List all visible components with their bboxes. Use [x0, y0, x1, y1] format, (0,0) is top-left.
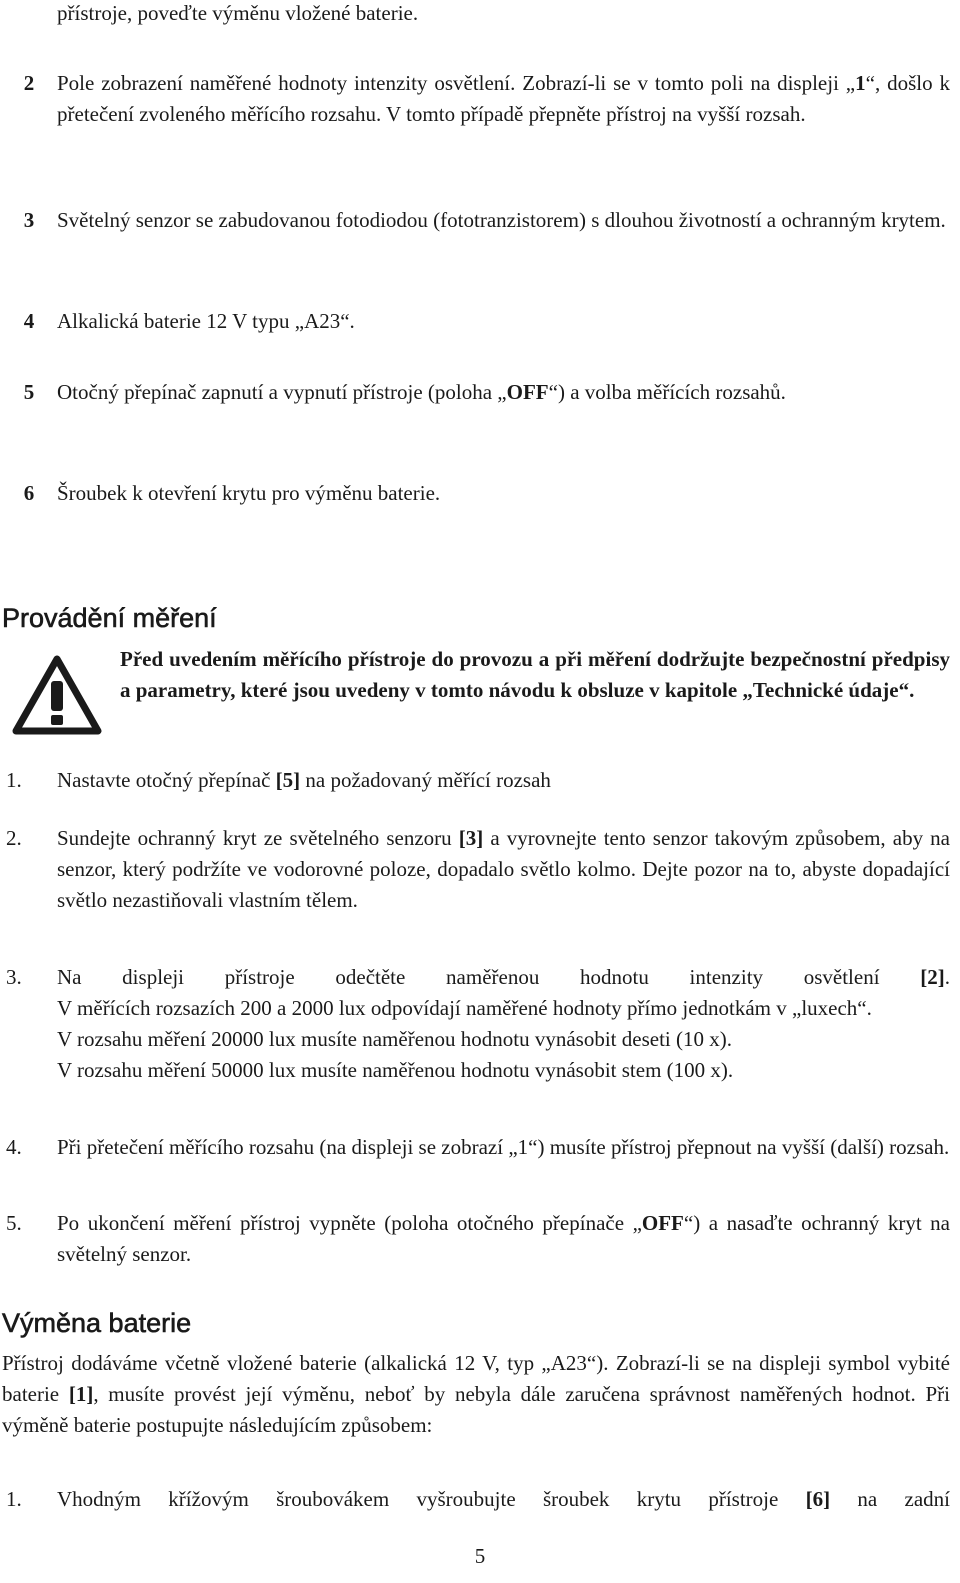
part-number: 3: [23, 208, 35, 232]
step-text: Sundejte ochranný kryt ze světelného senzoru [3] a vyrovnejte tento senzor takovým způsobem, aby na senzor, který podržíte ve vodorovné poloze, dopadalo světlo kolmo. Dejte pozor na to, abyste dopadající světlo nezastiňovali vlastním tělem.: [57, 826, 950, 912]
step-detail: V měřících rozsazích 200 a 2000 lux odpovídají naměřené hodnoty přímo jednotkám v „luxech“.: [57, 996, 872, 1020]
safety-warning: Před uvedením měřícího přístroje do provozu a při měření dodržujte bezpečnostní předpisy a parametry, které jsou uvedeny v tomto návodu k obsluze v kapitole „Technické údaje“.: [120, 647, 950, 702]
battery-paragraph: Přístroj dodáváme včetně vložené baterie (alkalická 12 V, typ „A23“). Zobrazí-li se na displeji symbol vybité baterie [1], musíte provést její výměnu, neboť by nebyla dále zaručena správnost naměřených hodnot. Při výměně baterie postupujte následujícím způsobem:: [2, 1351, 950, 1437]
part-number: 5: [23, 380, 35, 404]
step-text: Nastavte otočný přepínač [5] na požadovaný měřící rozsah: [57, 768, 551, 792]
step-text: Při přetečení měřícího rozsahu (na displeji se zobrazí „1“) musíte přístroj přepnout na vyšší (další) rozsah.: [57, 1135, 950, 1159]
part-description: Alkalická baterie 12 V typu „A23“.: [57, 309, 355, 333]
part-description: Světelný senzor se zabudovanou fotodiodou (fototranzistorem) s dlouhou životností a ochranným krytem.: [57, 208, 946, 232]
step-number: 5.: [6, 1211, 22, 1235]
part-description: Otočný přepínač zapnutí a vypnutí přístroje (poloha „OFF“) a volba měřících rozsahů.: [57, 380, 786, 404]
step-number: 4.: [6, 1135, 22, 1159]
page-number: 5: [474, 1544, 486, 1568]
part-number: 6: [23, 481, 35, 505]
step-text: Po ukončení měření přístroj vypněte (poloha otočného přepínače „OFF“) a nasaďte ochranný kryt na světelný senzor.: [57, 1211, 950, 1266]
step-detail: V rozsahu měření 50000 lux musíte naměřenou hodnotu vynásobit stem (100 x).: [57, 1058, 734, 1082]
part-number: 4: [23, 309, 35, 333]
section-title-measurement: Provádění měření: [2, 603, 217, 633]
step-text: Vhodným křížovým šroubovákem vyšroubujte šroubek krytu přístroje [6] na zadní: [57, 1487, 951, 1511]
warning-triangle-icon: [12, 655, 102, 735]
step-detail: V rozsahu měření 20000 lux musíte naměřenou hodnotu vynásobit deseti (10 x).: [57, 1027, 732, 1051]
step-number: 1.: [6, 1487, 22, 1511]
part-description: Šroubek k otevření krytu pro výměnu baterie.: [57, 481, 441, 505]
step-number: 3.: [6, 965, 22, 989]
continued-line: přístroje, poveďte výměnu vložené baterie.: [57, 1, 419, 25]
part-number: 2: [23, 71, 35, 95]
step-text: Na displeji přístroje odečtěte naměřenou hodnotu intenzity osvětlení [2]. V měřících rozsazích 200 a 2000 lux odpovídají naměřené hodnoty přímo jednotkám v „luxech“. V rozsahu měření 20000 lux musíte naměřenou hodnotu vynásobit deseti (10 x). V rozsahu měření 50000 lux musíte naměřenou hodnotu vynásobit stem (100 x).: [57, 962, 950, 1086]
step-number: 2.: [6, 826, 22, 850]
step-number: 1.: [6, 768, 22, 792]
part-description: Pole zobrazení naměřené hodnoty intenzity osvětlení. Zobrazí-li se v tomto poli na displeji „1“, došlo k přetečení zvoleného měřícího rozsahu. V tomto případě přepněte přístroj na vyšší rozsah.: [57, 71, 951, 126]
section-title-battery: Výměna baterie: [2, 1308, 192, 1338]
